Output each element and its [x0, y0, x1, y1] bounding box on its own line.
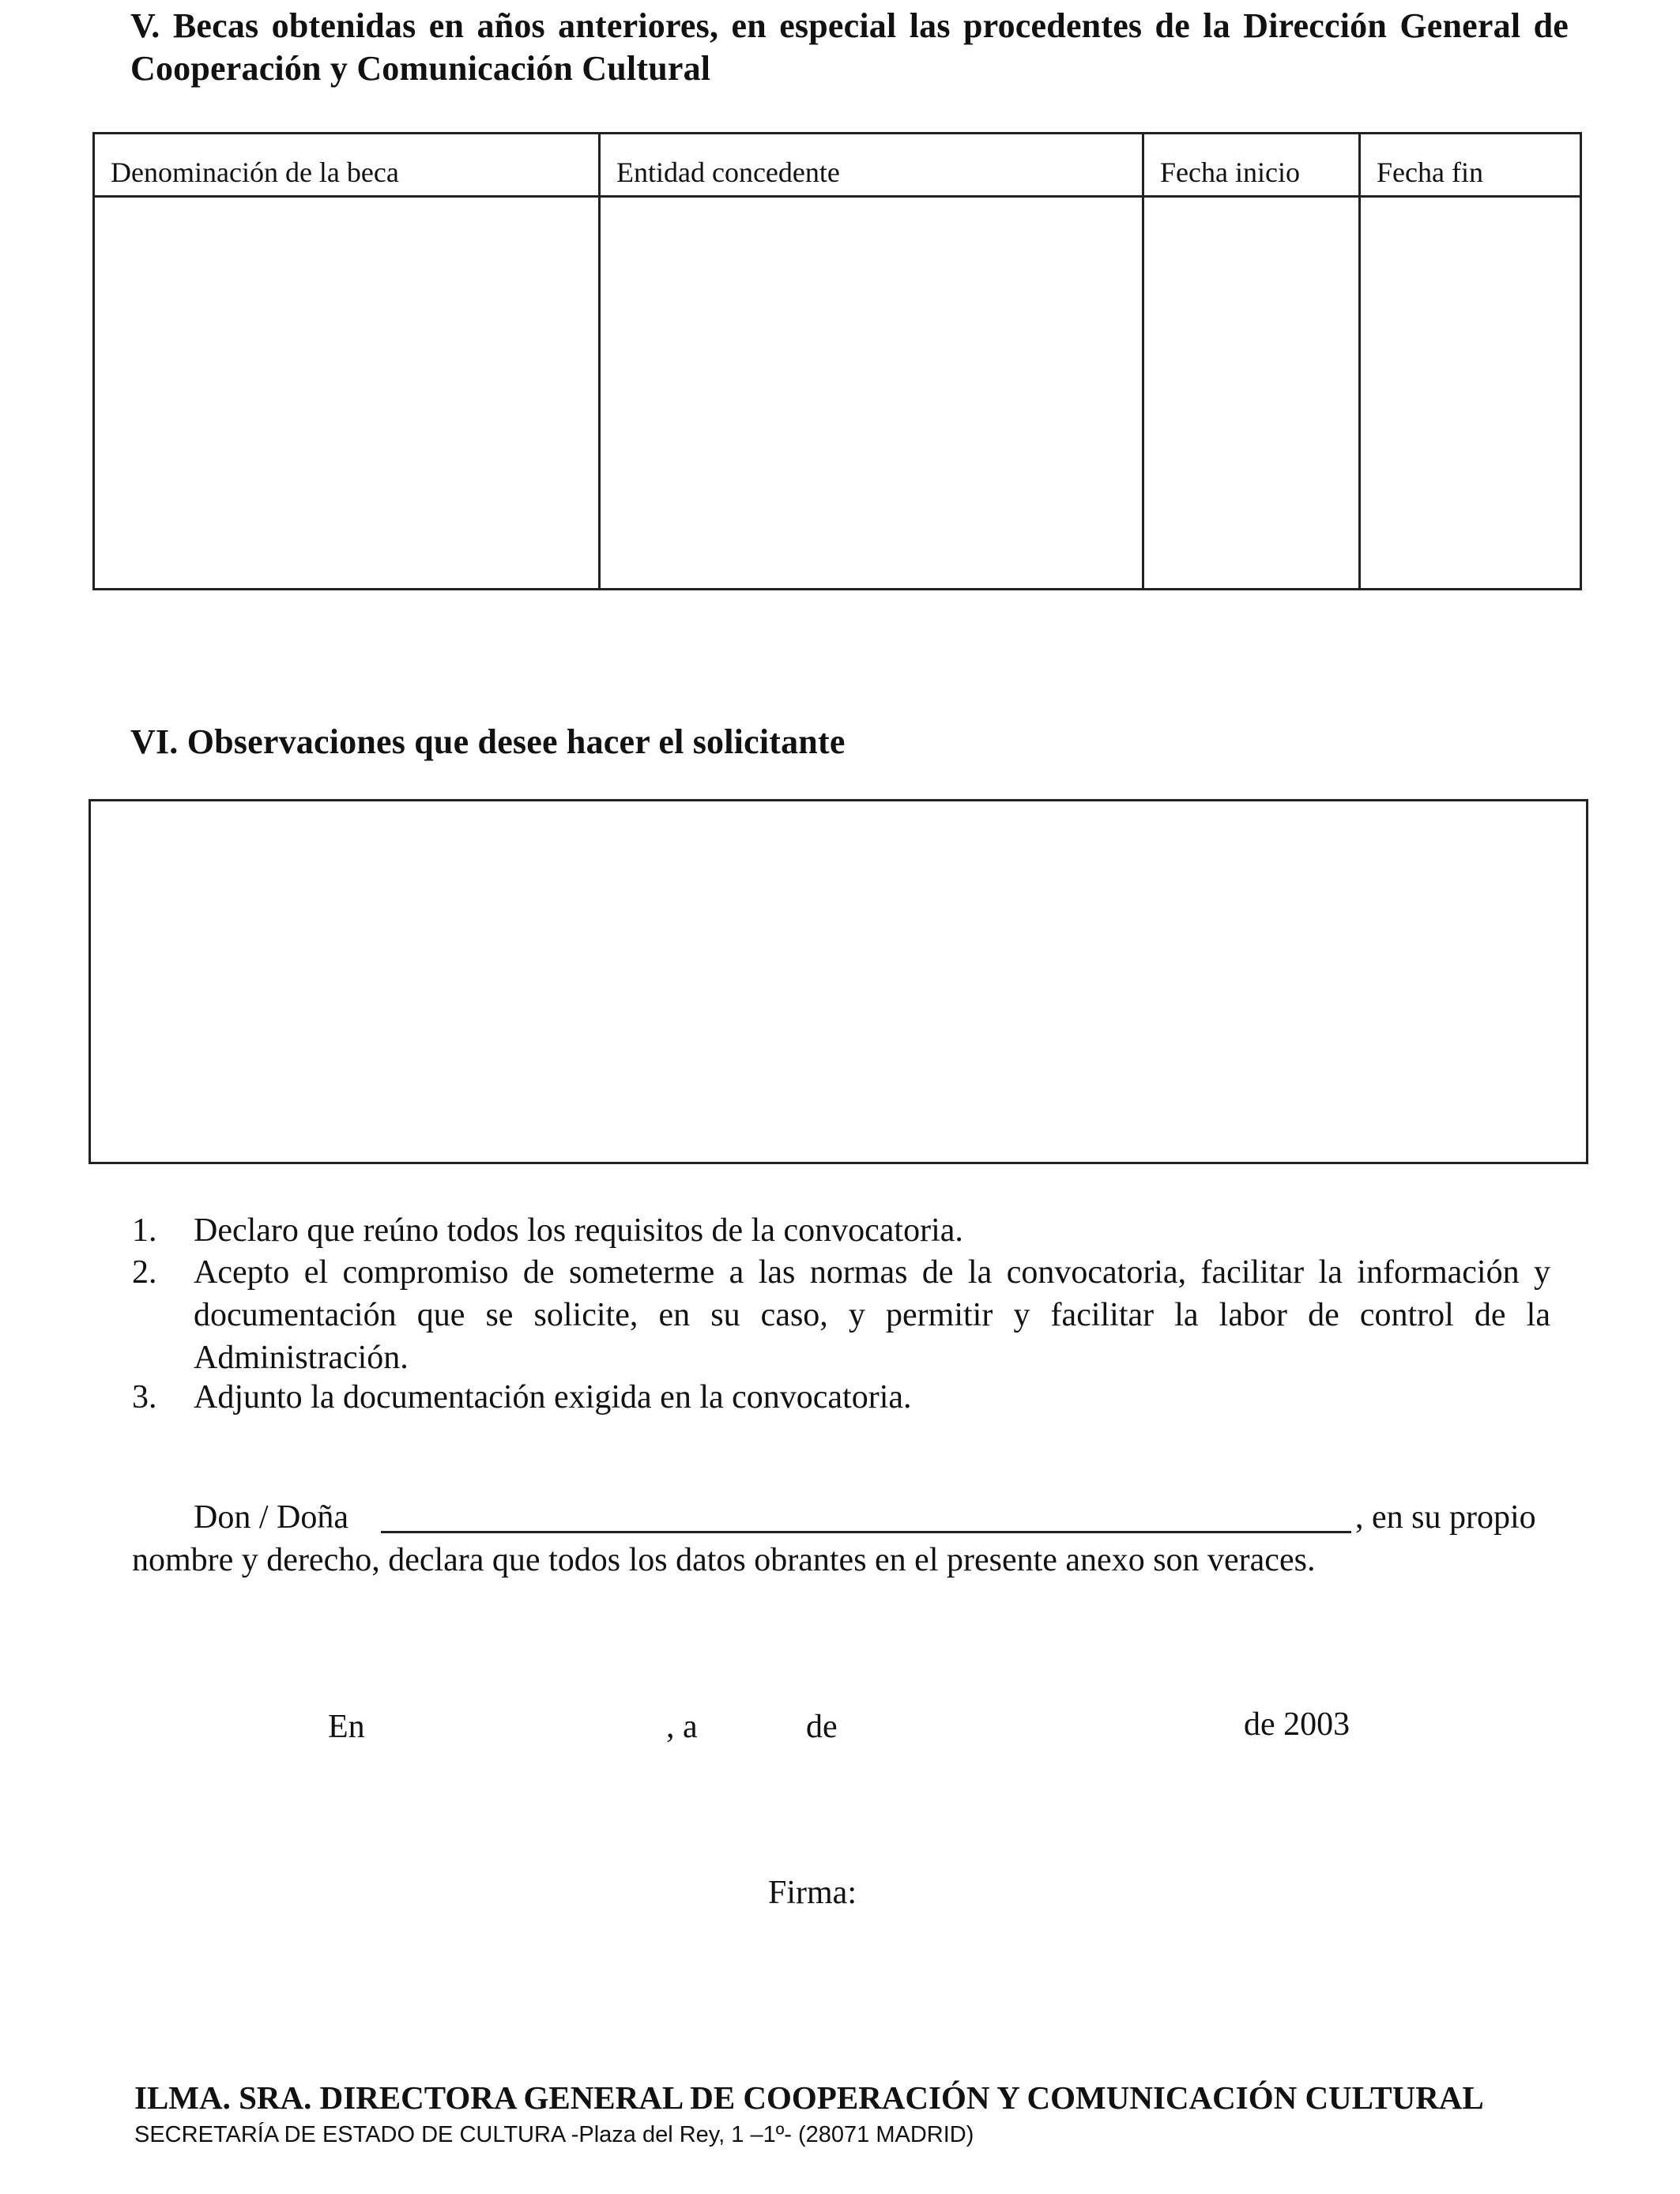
date-line-year: de 2003 — [1244, 1706, 1350, 1743]
declaration-item-3 — [0, 1376, 1680, 1423]
column-header-denominacion: Denominación de la beca — [95, 134, 598, 198]
column-fecha-inicio — [1144, 134, 1361, 588]
cell-fecha-inicio[interactable] — [1144, 198, 1358, 588]
statement-prefix: Don / Doña — [194, 1499, 348, 1536]
cell-entidad[interactable] — [601, 198, 1142, 588]
declaration-item-1 — [0, 1209, 1680, 1257]
date-line-de: de — [806, 1709, 838, 1745]
statement-second-line: nombre y derecho, declara que todos los datos obrantes en el presente anexo son veraces. — [132, 1542, 1316, 1578]
becas-table — [92, 132, 1582, 590]
column-denominacion — [95, 134, 601, 588]
footer-addressee: ILMA. SRA. DIRECTORA GENERAL DE COOPERACIÓN Y COMUNICACIÓN CULTURAL — [134, 2079, 1484, 2116]
column-entidad — [601, 134, 1144, 588]
signature-label: Firma: — [768, 1875, 857, 1911]
cell-fecha-fin[interactable] — [1361, 198, 1580, 588]
column-header-fecha-fin: Fecha fin — [1361, 134, 1580, 198]
column-header-entidad: Entidad concedente — [601, 134, 1142, 198]
observaciones-box[interactable] — [89, 799, 1588, 1164]
date-line-a: , a — [666, 1709, 698, 1745]
footer-address: SECRETARÍA DE ESTADO DE CULTURA -Plaza del Rey, 1 –1º- (28071 MADRID) — [134, 2122, 974, 2147]
declaration-number: 3. — [132, 1379, 157, 1416]
declaration-text: Adjunto la documentación exigida en la convocatoria. — [194, 1379, 912, 1416]
section-v-title: V. Becas obtenidas en años anteriores, en especial las procedentes de la Dirección General de Cooperación y Comunicación Cultural — [130, 6, 1569, 88]
declaration-text: Declaro que reúno todos los requisitos de la convocatoria. — [194, 1212, 963, 1249]
cell-denominacion[interactable] — [95, 198, 598, 588]
declaration-item-2 — [0, 1251, 1680, 1382]
column-header-fecha-inicio: Fecha inicio — [1144, 134, 1358, 198]
declaration-text: Acepto el compromiso de someterme a las normas de la convocatoria, facilitar la información y documentación que se solicite, en su caso, y permitir y facilitar la labor de control de la Administración. — [194, 1254, 1550, 1376]
column-fecha-fin — [1361, 134, 1580, 588]
name-field-line[interactable] — [381, 1531, 1351, 1533]
statement-suffix: , en su propio — [1355, 1499, 1536, 1536]
declaration-number: 2. — [132, 1254, 157, 1291]
section-vi-title: VI. Observaciones que desee hacer el solicitante — [130, 722, 846, 761]
declaration-number: 1. — [132, 1212, 157, 1249]
date-line-en: En — [328, 1709, 365, 1745]
